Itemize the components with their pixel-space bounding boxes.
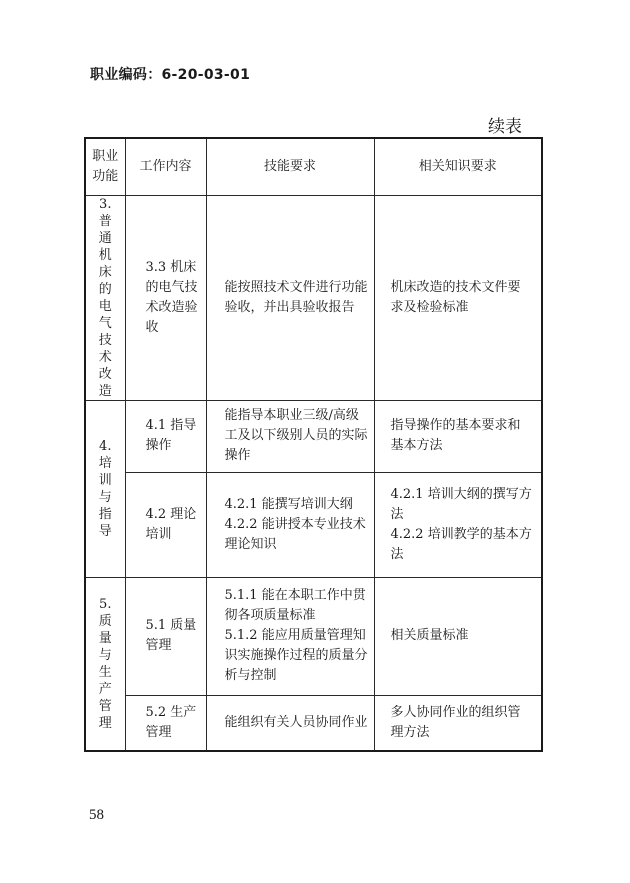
knowledge-cell: 机床改造的技术文件要求及检验标准 bbox=[374, 195, 542, 400]
knowledge-cell: 多人协同作业的组织管理方法 bbox=[374, 695, 542, 751]
work-cell: 5.1 质量管理 bbox=[125, 577, 206, 695]
work-cell: 3.3 机床的电气技术改造验收 bbox=[125, 195, 206, 400]
header-skill: 技能要求 bbox=[206, 138, 374, 195]
table-row bbox=[85, 195, 542, 400]
knowledge-cell: 相关质量标准 bbox=[374, 577, 542, 695]
function-cell: 3. 普通机床的电气技术改造 bbox=[85, 195, 125, 400]
job-code: 职业编码：6-20-03-01 bbox=[90, 67, 251, 83]
page-number: 58 bbox=[89, 807, 104, 823]
table-row bbox=[85, 695, 542, 751]
requirements-table bbox=[84, 137, 543, 752]
knowledge-cell: 指导操作的基本要求和基本方法 bbox=[374, 400, 542, 472]
table-row bbox=[85, 577, 542, 695]
skill-cell: 能组织有关人员协同作业 bbox=[206, 695, 374, 751]
table-header-row bbox=[85, 138, 542, 195]
work-cell: 5.2 生产管理 bbox=[125, 695, 206, 751]
continued-label: 续表 bbox=[488, 117, 522, 137]
work-cell: 4.1 指导操作 bbox=[125, 400, 206, 472]
header-function: 职业功能 bbox=[85, 138, 125, 195]
skill-cell: 能指导本职业三级/高级工及以下级别人员的实际操作 bbox=[206, 400, 374, 472]
skill-cell: 4.2.1 能撰写培训大纲 4.2.2 能讲授本专业技术理论知识 bbox=[206, 472, 374, 577]
header-knowledge: 相关知识要求 bbox=[374, 138, 542, 195]
function-cell: 4. 培训与指导 bbox=[85, 400, 125, 577]
table-row bbox=[85, 472, 542, 577]
function-cell: 5. 质量与生产管理 bbox=[85, 577, 125, 751]
table-row bbox=[85, 400, 542, 472]
skill-cell: 能按照技术文件进行功能验收，并出具验收报告 bbox=[206, 195, 374, 400]
knowledge-cell: 4.2.1 培训大纲的撰写方法 4.2.2 培训教学的基本方法 bbox=[374, 472, 542, 577]
skill-cell: 5.1.1 能在本职工作中贯彻各项质量标准 5.1.2 能应用质量管理知识实施操作过程的质量分析与控制 bbox=[206, 577, 374, 695]
header-work: 工作内容 bbox=[125, 138, 206, 195]
work-cell: 4.2 理论培训 bbox=[125, 472, 206, 577]
